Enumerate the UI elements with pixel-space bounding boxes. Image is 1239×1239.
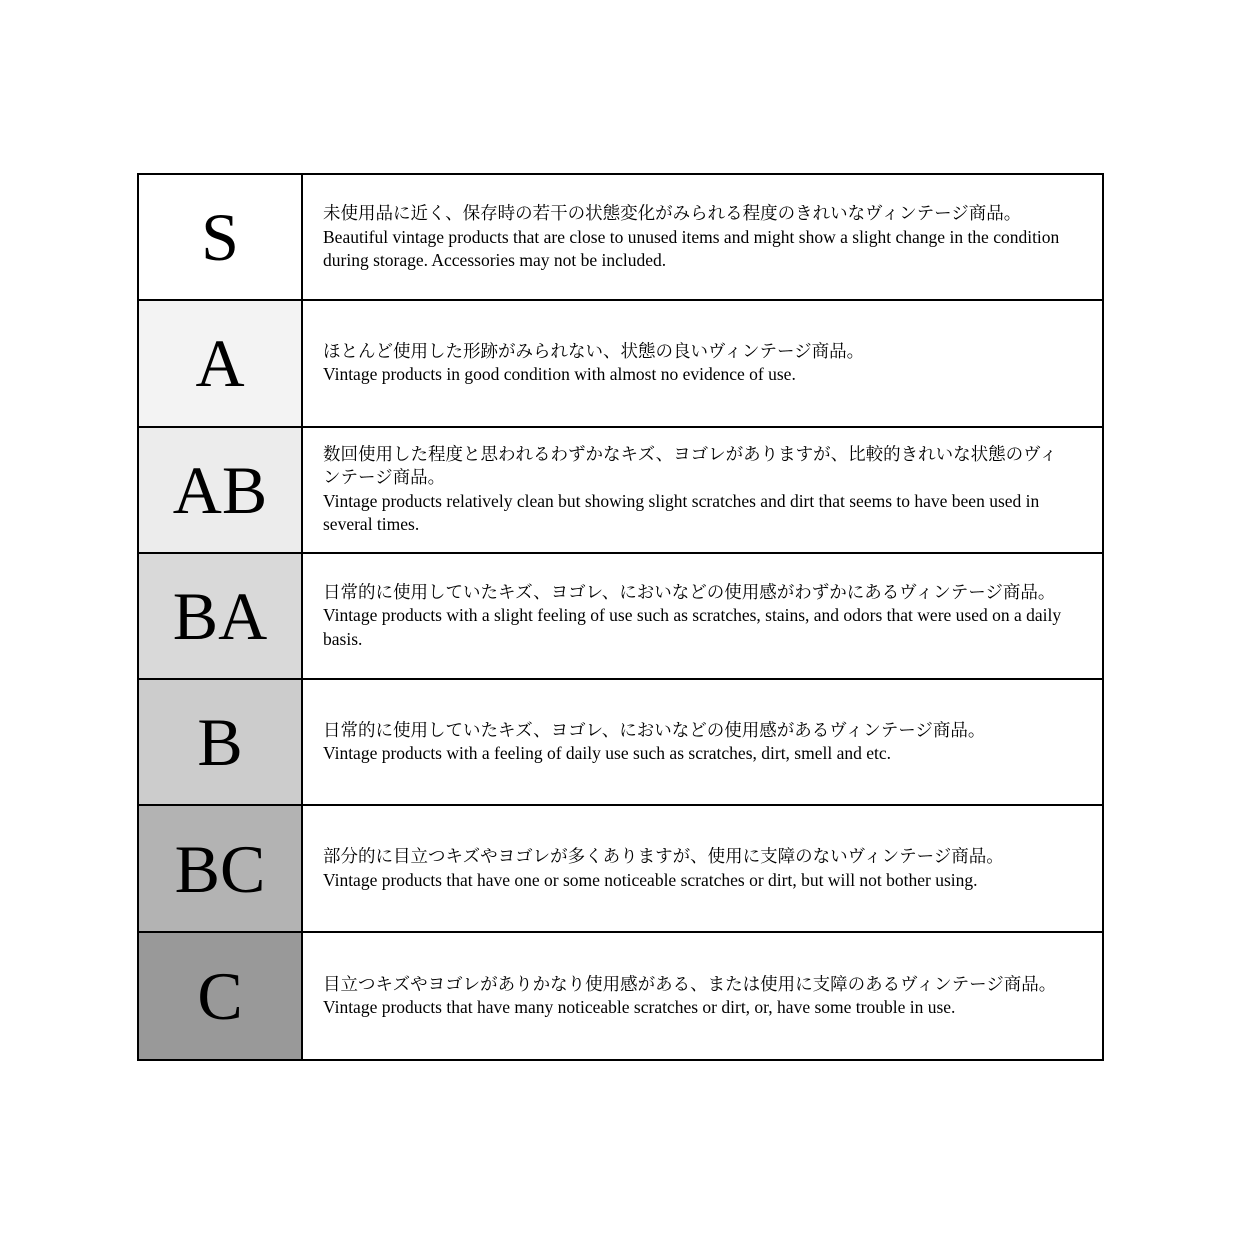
grade-cell-c (139, 933, 303, 1059)
description-cell (303, 806, 1102, 930)
description-jp: 部分的に目立つキズやヨゴレが多くありますが、使用に支障のないヴィンテージ商品。 (323, 846, 1004, 867)
description-en: Vintage products with a feeling of daily use such as scratches, dirt, smell and etc. (323, 743, 892, 764)
grade-row-ab (139, 428, 1102, 554)
description-cell (303, 680, 1102, 804)
grade-row-ba (139, 554, 1102, 680)
grade-letter: B (197, 704, 243, 781)
condition-grade-table (137, 173, 1104, 1061)
grade-letter: BA (172, 577, 268, 654)
description-cell (303, 554, 1102, 678)
description-jp: 数回使用した程度と思われるわずかなキズ、ヨゴレがありますが、比較的きれいな状態のヴィンテージ商品。 (323, 444, 1058, 488)
grade-letter: BC (174, 830, 266, 907)
grade-letter: AB (172, 451, 268, 528)
description-jp: 未使用品に近く、保存時の若干の状態変化がみられる程度のきれいなヴィンテージ商品。 (323, 203, 1022, 224)
description-en: Vintage products with a slight feeling of use such as scratches, stains, and odors that were used on a daily basis. (323, 605, 1062, 649)
grade-letter: S (201, 199, 239, 276)
grade-row-b (139, 680, 1102, 806)
grade-row-c (139, 933, 1102, 1059)
description-en: Beautiful vintage products that are close to unused items and might show a slight change in the condition during storage. Accessories may not be included. (323, 226, 1060, 270)
description-jp: 日常的に使用していたキズ、ヨゴレ、においなどの使用感があるヴィンテージ商品。 (323, 720, 986, 741)
description-en: Vintage products in good condition with almost no evidence of use. (323, 364, 796, 385)
grade-row-s (139, 175, 1102, 301)
description-cell (303, 428, 1102, 552)
grade-cell-bc (139, 806, 303, 930)
description-cell (303, 175, 1102, 299)
description-en: Vintage products that have one or some noticeable scratches or dirt, but will not bother using. (323, 869, 978, 890)
grade-cell-ba (139, 554, 303, 678)
grade-cell-s (139, 175, 303, 299)
grade-cell-b (139, 680, 303, 804)
description-jp: 目立つキズやヨゴレがありかなり使用感がある、または使用に支障のあるヴィンテージ商品。 (323, 973, 1057, 994)
description-cell (303, 933, 1102, 1059)
description-cell (303, 301, 1102, 425)
description-jp: 日常的に使用していたキズ、ヨゴレ、においなどの使用感がわずかにあるヴィンテージ商品。 (323, 582, 1056, 603)
grade-letter: A (195, 325, 245, 402)
description-jp: ほとんど使用した形跡がみられない、状態の良いヴィンテージ商品。 (323, 341, 865, 362)
grade-cell-a (139, 301, 303, 425)
grade-row-a (139, 301, 1102, 427)
grade-letter: C (197, 957, 243, 1034)
description-en: Vintage products that have many noticeable scratches or dirt, or, have some trouble in use. (323, 996, 956, 1017)
grade-row-bc (139, 806, 1102, 932)
grade-cell-ab (139, 428, 303, 552)
description-en: Vintage products relatively clean but showing slight scratches and dirt that seems to have been used in several times. (323, 490, 1040, 534)
